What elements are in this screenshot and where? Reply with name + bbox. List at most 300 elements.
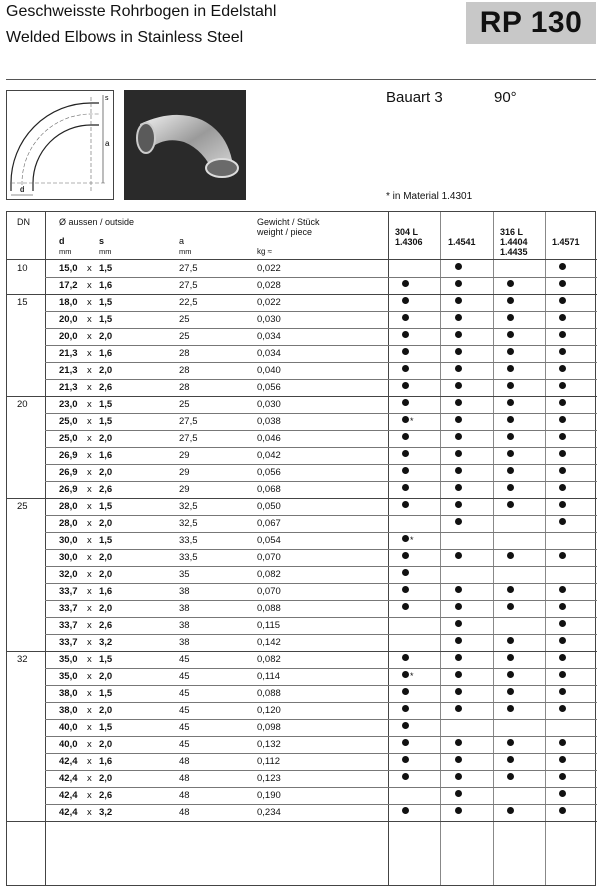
availability-dot (402, 348, 409, 355)
center-to-end-cell: 45 (179, 671, 190, 682)
wall-thickness-cell: 2,0 (99, 331, 113, 342)
times-sign: x (87, 331, 92, 342)
availability-dot (559, 484, 566, 491)
weight-cell: 0,046 (257, 433, 281, 444)
header-d: d (59, 236, 65, 246)
availability-dot (455, 382, 462, 389)
weight-cell: 0,082 (257, 569, 281, 580)
times-sign: x (87, 467, 92, 478)
table-row (7, 481, 597, 498)
availability-dot (402, 756, 409, 763)
outside-diameter-cell: 21,3 (59, 365, 78, 376)
times-sign: x (87, 790, 92, 801)
table-end-rule (7, 821, 597, 822)
table-row (7, 277, 597, 294)
wall-thickness-cell: 1,6 (99, 450, 113, 461)
unit-s: mm (99, 247, 112, 256)
center-to-end-cell: 38 (179, 586, 190, 597)
center-to-end-cell: 35 (179, 569, 190, 580)
availability-dot (507, 654, 514, 661)
table-row (7, 549, 597, 566)
availability-dot (455, 790, 462, 797)
outside-diameter-cell: 15,0 (59, 263, 78, 274)
table-row (7, 311, 597, 328)
center-to-end-cell: 29 (179, 484, 190, 495)
header-s: s (99, 236, 105, 246)
availability-dot (507, 348, 514, 355)
outside-diameter-cell: 33,7 (59, 586, 78, 597)
availability-dot (455, 416, 462, 423)
availability-dot (455, 433, 462, 440)
availability-dot (559, 297, 566, 304)
availability-dot (507, 331, 514, 338)
availability-dot (402, 501, 409, 508)
times-sign: x (87, 535, 92, 546)
availability-dot (559, 365, 566, 372)
availability-dot (455, 620, 462, 627)
availability-dot (507, 773, 514, 780)
availability-dot (507, 484, 514, 491)
availability-dot (559, 331, 566, 338)
availability-dot (559, 671, 566, 678)
availability-dot (402, 450, 409, 457)
header-weight-de: Gewicht / Stück (257, 217, 320, 227)
outside-diameter-cell: 42,4 (59, 807, 78, 818)
availability-dot (402, 773, 409, 780)
availability-dot (559, 603, 566, 610)
outside-diameter-cell: 35,0 (59, 671, 78, 682)
weight-cell: 0,054 (257, 535, 281, 546)
center-to-end-cell: 25 (179, 331, 190, 342)
weight-cell: 0,030 (257, 314, 281, 325)
wall-thickness-cell: 2,6 (99, 382, 113, 393)
dim-label-d: d (20, 185, 25, 194)
weight-cell: 0,067 (257, 518, 281, 529)
outside-diameter-cell: 33,7 (59, 620, 78, 631)
wall-thickness-cell: 3,2 (99, 807, 113, 818)
availability-dot (507, 807, 514, 814)
times-sign: x (87, 501, 92, 512)
center-to-end-cell: 28 (179, 382, 190, 393)
wall-thickness-cell: 2,0 (99, 433, 113, 444)
times-sign: x (87, 297, 92, 308)
weight-cell: 0,070 (257, 586, 281, 597)
weight-cell: 0,114 (257, 671, 281, 682)
table-row (7, 379, 597, 396)
availability-dot (455, 314, 462, 321)
times-sign: x (87, 314, 92, 325)
table-row (7, 294, 597, 311)
availability-dot (402, 807, 409, 814)
availability-dot (402, 535, 409, 542)
times-sign: x (87, 722, 92, 733)
title-german: Geschweisste Rohrbogen in Edelstahl (6, 3, 277, 20)
weight-cell: 0,056 (257, 467, 281, 478)
availability-dot (559, 416, 566, 423)
availability-dot (402, 739, 409, 746)
availability-dot (455, 467, 462, 474)
wall-thickness-cell: 2,6 (99, 790, 113, 801)
center-to-end-cell: 48 (179, 756, 190, 767)
times-sign: x (87, 637, 92, 648)
table-row (7, 566, 597, 583)
weight-cell: 0,115 (257, 620, 281, 631)
wall-thickness-cell: 3,2 (99, 637, 113, 648)
outside-diameter-cell: 25,0 (59, 416, 78, 427)
table-row (7, 464, 597, 481)
dn-cell: 10 (17, 263, 28, 274)
outside-diameter-cell: 38,0 (59, 688, 78, 699)
times-sign: x (87, 773, 92, 784)
center-to-end-cell: 27,5 (179, 416, 198, 427)
wall-thickness-cell: 1,5 (99, 535, 113, 546)
center-to-end-cell: 25 (179, 399, 190, 410)
wall-thickness-cell: 1,5 (99, 654, 113, 665)
availability-dot (507, 705, 514, 712)
availability-dot (559, 637, 566, 644)
center-to-end-cell: 45 (179, 739, 190, 750)
wall-thickness-cell: 1,5 (99, 297, 113, 308)
center-to-end-cell: 45 (179, 705, 190, 716)
availability-dot (507, 450, 514, 457)
wall-thickness-cell: 1,6 (99, 586, 113, 597)
table-row (7, 413, 597, 430)
elbow-drawing-svg (7, 91, 113, 199)
table-row (7, 685, 597, 702)
angle-label: 90° (494, 89, 517, 106)
center-to-end-cell: 33,5 (179, 535, 198, 546)
availability-dot (559, 382, 566, 389)
availability-dot (455, 501, 462, 508)
weight-cell: 0,050 (257, 501, 281, 512)
outside-diameter-cell: 42,4 (59, 756, 78, 767)
availability-dot (507, 433, 514, 440)
availability-dot (455, 807, 462, 814)
times-sign: x (87, 756, 92, 767)
availability-dot (559, 399, 566, 406)
header-1-4541: 1.4541 (448, 237, 476, 247)
table-row (7, 702, 597, 719)
dn-cell: 15 (17, 297, 28, 308)
weight-cell: 0,132 (257, 739, 281, 750)
outside-diameter-cell: 26,9 (59, 450, 78, 461)
availability-dot (507, 365, 514, 372)
availability-dot (402, 280, 409, 287)
availability-dot (402, 654, 409, 661)
availability-dot (559, 518, 566, 525)
material-footnote-marker: * (410, 535, 414, 545)
weight-cell: 0,088 (257, 603, 281, 614)
times-sign: x (87, 518, 92, 529)
times-sign: x (87, 569, 92, 580)
outside-diameter-cell: 28,0 (59, 518, 78, 529)
wall-thickness-cell: 2,6 (99, 620, 113, 631)
header-a: a (179, 236, 185, 246)
weight-cell: 0,034 (257, 348, 281, 359)
availability-dot (559, 773, 566, 780)
availability-dot (402, 705, 409, 712)
table-row (7, 396, 597, 413)
dimensions-table (6, 211, 596, 886)
unit-a: mm (179, 247, 192, 256)
outside-diameter-cell: 32,0 (59, 569, 78, 580)
wall-thickness-cell: 1,5 (99, 688, 113, 699)
table-row (7, 600, 597, 617)
center-to-end-cell: 38 (179, 620, 190, 631)
availability-dot (507, 382, 514, 389)
availability-dot (402, 365, 409, 372)
table-row (7, 430, 597, 447)
weight-cell: 0,042 (257, 450, 281, 461)
availability-dot (455, 331, 462, 338)
availability-dot (507, 637, 514, 644)
availability-dot (559, 314, 566, 321)
outside-diameter-cell: 20,0 (59, 331, 78, 342)
availability-dot (402, 416, 409, 423)
elbow-photo-svg (124, 90, 246, 200)
availability-dot (455, 603, 462, 610)
availability-dot (455, 297, 462, 304)
header-kg: kg ≈ (257, 247, 273, 256)
header-divider (6, 79, 596, 80)
wall-thickness-cell: 2,0 (99, 518, 113, 529)
outside-diameter-cell: 25,0 (59, 433, 78, 444)
times-sign: x (87, 671, 92, 682)
header-1-4435: 1.4435 (500, 247, 528, 257)
times-sign: x (87, 603, 92, 614)
table-row (7, 770, 597, 787)
times-sign: x (87, 807, 92, 818)
times-sign: x (87, 433, 92, 444)
availability-dot (559, 433, 566, 440)
availability-dot (559, 450, 566, 457)
availability-dot (559, 263, 566, 270)
availability-dot (402, 552, 409, 559)
times-sign: x (87, 280, 92, 291)
availability-dot (559, 586, 566, 593)
weight-cell: 0,142 (257, 637, 281, 648)
availability-dot (507, 399, 514, 406)
availability-dot (559, 467, 566, 474)
availability-dot (507, 552, 514, 559)
table-row (7, 719, 597, 736)
weight-cell: 0,190 (257, 790, 281, 801)
availability-dot (402, 314, 409, 321)
wall-thickness-cell: 2,0 (99, 467, 113, 478)
outside-diameter-cell: 33,7 (59, 637, 78, 648)
outside-diameter-cell: 30,0 (59, 535, 78, 546)
availability-dot (455, 263, 462, 270)
center-to-end-cell: 38 (179, 603, 190, 614)
wall-thickness-cell: 2,0 (99, 773, 113, 784)
availability-dot (455, 518, 462, 525)
weight-cell: 0,068 (257, 484, 281, 495)
availability-dot (507, 739, 514, 746)
wall-thickness-cell: 2,0 (99, 671, 113, 682)
times-sign: x (87, 382, 92, 393)
weight-cell: 0,022 (257, 263, 281, 274)
availability-dot (507, 671, 514, 678)
availability-dot (402, 467, 409, 474)
availability-dot (455, 365, 462, 372)
availability-dot (455, 399, 462, 406)
center-to-end-cell: 48 (179, 773, 190, 784)
center-to-end-cell: 22,5 (179, 297, 198, 308)
center-to-end-cell: 28 (179, 348, 190, 359)
availability-dot (402, 382, 409, 389)
center-to-end-cell: 45 (179, 722, 190, 733)
center-to-end-cell: 32,5 (179, 501, 198, 512)
times-sign: x (87, 552, 92, 563)
availability-dot (507, 416, 514, 423)
weight-cell: 0,082 (257, 654, 281, 665)
table-row (7, 583, 597, 600)
elbow-technical-drawing (6, 90, 114, 200)
availability-dot (402, 569, 409, 576)
wall-thickness-cell: 2,0 (99, 603, 113, 614)
times-sign: x (87, 365, 92, 376)
header-316l: 316 L (500, 227, 524, 237)
wall-thickness-cell: 1,6 (99, 756, 113, 767)
center-to-end-cell: 27,5 (179, 280, 198, 291)
outside-diameter-cell: 23,0 (59, 399, 78, 410)
dn-cell: 25 (17, 501, 28, 512)
availability-dot (507, 688, 514, 695)
wall-thickness-cell: 2,6 (99, 484, 113, 495)
weight-cell: 0,120 (257, 705, 281, 716)
outside-diameter-cell: 18,0 (59, 297, 78, 308)
availability-dot (559, 620, 566, 627)
dn-cell: 20 (17, 399, 28, 410)
times-sign: x (87, 416, 92, 427)
availability-dot (455, 484, 462, 491)
availability-dot (507, 586, 514, 593)
table-row (7, 787, 597, 804)
times-sign: x (87, 705, 92, 716)
availability-dot (455, 739, 462, 746)
weight-cell: 0,028 (257, 280, 281, 291)
availability-dot (507, 297, 514, 304)
header-1-4306: 1.4306 (395, 237, 423, 247)
center-to-end-cell: 32,5 (179, 518, 198, 529)
wall-thickness-cell: 1,6 (99, 280, 113, 291)
center-to-end-cell: 27,5 (179, 433, 198, 444)
outside-diameter-cell: 21,3 (59, 348, 78, 359)
header-304l: 304 L (395, 227, 419, 237)
times-sign: x (87, 263, 92, 274)
availability-dot (402, 586, 409, 593)
table-row (7, 345, 597, 362)
center-to-end-cell: 33,5 (179, 552, 198, 563)
center-to-end-cell: 29 (179, 450, 190, 461)
availability-dot (402, 433, 409, 440)
center-to-end-cell: 45 (179, 688, 190, 699)
material-footnote: * in Material 1.4301 (386, 191, 473, 202)
weight-cell: 0,070 (257, 552, 281, 563)
outside-diameter-cell: 20,0 (59, 314, 78, 325)
table-row (7, 753, 597, 770)
dim-label-a: a (105, 139, 110, 148)
table-row (7, 260, 597, 277)
weight-cell: 0,088 (257, 688, 281, 699)
weight-cell: 0,112 (257, 756, 281, 767)
weight-cell: 0,030 (257, 399, 281, 410)
availability-dot (507, 314, 514, 321)
availability-dot (507, 280, 514, 287)
table-row (7, 362, 597, 379)
header-outside: Ø aussen / outside (59, 217, 135, 227)
center-to-end-cell: 27,5 (179, 263, 198, 274)
wall-thickness-cell: 1,5 (99, 501, 113, 512)
availability-dot (402, 484, 409, 491)
table-row (7, 668, 597, 685)
availability-dot (402, 399, 409, 406)
wall-thickness-cell: 2,0 (99, 569, 113, 580)
availability-dot (559, 807, 566, 814)
weight-cell: 0,022 (257, 297, 281, 308)
wall-thickness-cell: 1,5 (99, 416, 113, 427)
availability-dot (402, 603, 409, 610)
availability-dot (559, 280, 566, 287)
center-to-end-cell: 45 (179, 654, 190, 665)
wall-thickness-cell: 2,0 (99, 739, 113, 750)
availability-dot (559, 739, 566, 746)
weight-cell: 0,123 (257, 773, 281, 784)
center-to-end-cell: 25 (179, 314, 190, 325)
center-to-end-cell: 48 (179, 790, 190, 801)
weight-cell: 0,098 (257, 722, 281, 733)
availability-dot (455, 654, 462, 661)
header-1-4404: 1.4404 (500, 237, 528, 247)
title-english: Welded Elbows in Stainless Steel (6, 29, 244, 46)
table-row (7, 532, 597, 549)
times-sign: x (87, 620, 92, 631)
weight-cell: 0,040 (257, 365, 281, 376)
availability-dot (455, 552, 462, 559)
availability-dot (402, 722, 409, 729)
availability-dot (402, 671, 409, 678)
table-row (7, 634, 597, 651)
table-row (7, 447, 597, 464)
header-dn: DN (17, 217, 30, 227)
wall-thickness-cell: 2,0 (99, 552, 113, 563)
table-row (7, 515, 597, 532)
product-code: RP 130 (479, 6, 583, 39)
availability-dot (455, 705, 462, 712)
availability-dot (455, 348, 462, 355)
availability-dot (455, 671, 462, 678)
times-sign: x (87, 739, 92, 750)
availability-dot (559, 790, 566, 797)
availability-dot (559, 552, 566, 559)
table-row (7, 804, 597, 821)
outside-diameter-cell: 30,0 (59, 552, 78, 563)
outside-diameter-cell: 26,9 (59, 484, 78, 495)
center-to-end-cell: 48 (179, 807, 190, 818)
table-row (7, 736, 597, 753)
outside-diameter-cell: 28,0 (59, 501, 78, 512)
wall-thickness-cell: 2,0 (99, 705, 113, 716)
availability-dot (559, 688, 566, 695)
wall-thickness-cell: 2,0 (99, 365, 113, 376)
times-sign: x (87, 586, 92, 597)
availability-dot (559, 501, 566, 508)
outside-diameter-cell: 42,4 (59, 773, 78, 784)
dn-cell: 32 (17, 654, 28, 665)
availability-dot (559, 348, 566, 355)
weight-cell: 0,034 (257, 331, 281, 342)
header-weight-en: weight / piece (257, 227, 313, 237)
